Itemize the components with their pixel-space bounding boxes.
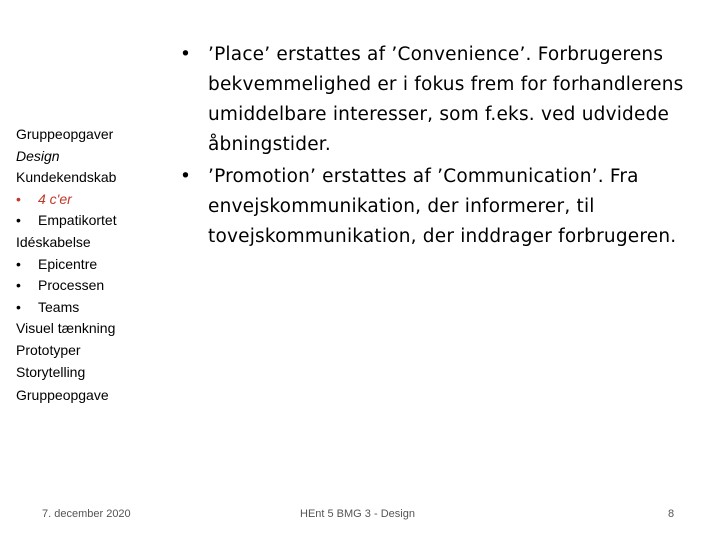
sidebar-item-label: Gruppeopgaver <box>16 126 114 142</box>
sidebar-item-label: 4 c'er <box>38 190 72 207</box>
bullet-icon: • <box>16 277 21 294</box>
sidebar-item-label: Processen <box>38 277 105 294</box>
bullet-text: ’Place’ erstattes af ’Convenience’. Forbrugerens bekvemmelighed er i fokus frem for forhandlerens umiddelbare interesser, som f.eks. ved udvidede åbningstider. <box>208 44 684 155</box>
sidebar-item-label: Design <box>16 147 60 164</box>
sidebar-item-kundekendskab[interactable] <box>16 167 156 189</box>
sidebar-item-label: Kundekendskab <box>16 169 117 186</box>
sidebar-item-label: Epicentre <box>38 255 98 272</box>
sidebar-item-prototyper[interactable] <box>16 340 156 362</box>
sidebar-item-ideskabelse[interactable] <box>16 232 156 254</box>
bullet-text: ’Promotion’ erstattes af ’Communication’. Fra envejskommunikation, der informerer, til tovejskommunikation, der inddrager forbrugeren. <box>208 166 677 247</box>
footer-title: HEnt 5 BMG 3 - Design <box>300 508 415 520</box>
bullet-icon: • <box>180 166 191 187</box>
sidebar-item-visuel-taenkning[interactable] <box>16 318 156 340</box>
sidebar-item-storytelling[interactable] <box>16 362 156 384</box>
bullet-icon: • <box>16 212 21 229</box>
sidebar-item-label: Storytelling <box>16 363 86 380</box>
bullet-icon: • <box>180 44 191 65</box>
sidebar-item-label: Prototyper <box>16 341 81 358</box>
content-bullet <box>180 40 700 160</box>
sidebar-item-label: Idéskabelse <box>16 233 91 250</box>
bullet-icon: • <box>16 298 21 315</box>
sidebar-item-teams[interactable] <box>16 297 156 319</box>
footer-date: 7. december 2020 <box>42 508 131 520</box>
sidebar-item-design[interactable] <box>16 146 156 168</box>
sidebar-item-epicentre[interactable] <box>16 254 156 276</box>
sidebar-outline <box>16 124 156 407</box>
content-bullet <box>180 162 700 252</box>
slide-body <box>180 40 700 254</box>
sidebar-item-processen[interactable] <box>16 275 156 297</box>
sidebar-item-label: Teams <box>38 298 80 315</box>
page-number: 8 <box>668 508 675 520</box>
sidebar-item-label: Empatikortet <box>38 212 117 229</box>
sidebar-item-empatikortet[interactable] <box>16 210 156 232</box>
sidebar-item-gruppeopgave[interactable] <box>16 385 156 407</box>
sidebar-item-gruppeopgaver[interactable] <box>16 124 156 146</box>
bullet-icon: • <box>16 190 21 207</box>
sidebar-item-label: Visuel tænkning <box>16 320 116 337</box>
sidebar-item-4-cer[interactable] <box>16 189 156 211</box>
sidebar-item-label: Gruppeopgave <box>16 387 109 404</box>
bullet-icon: • <box>16 255 21 272</box>
